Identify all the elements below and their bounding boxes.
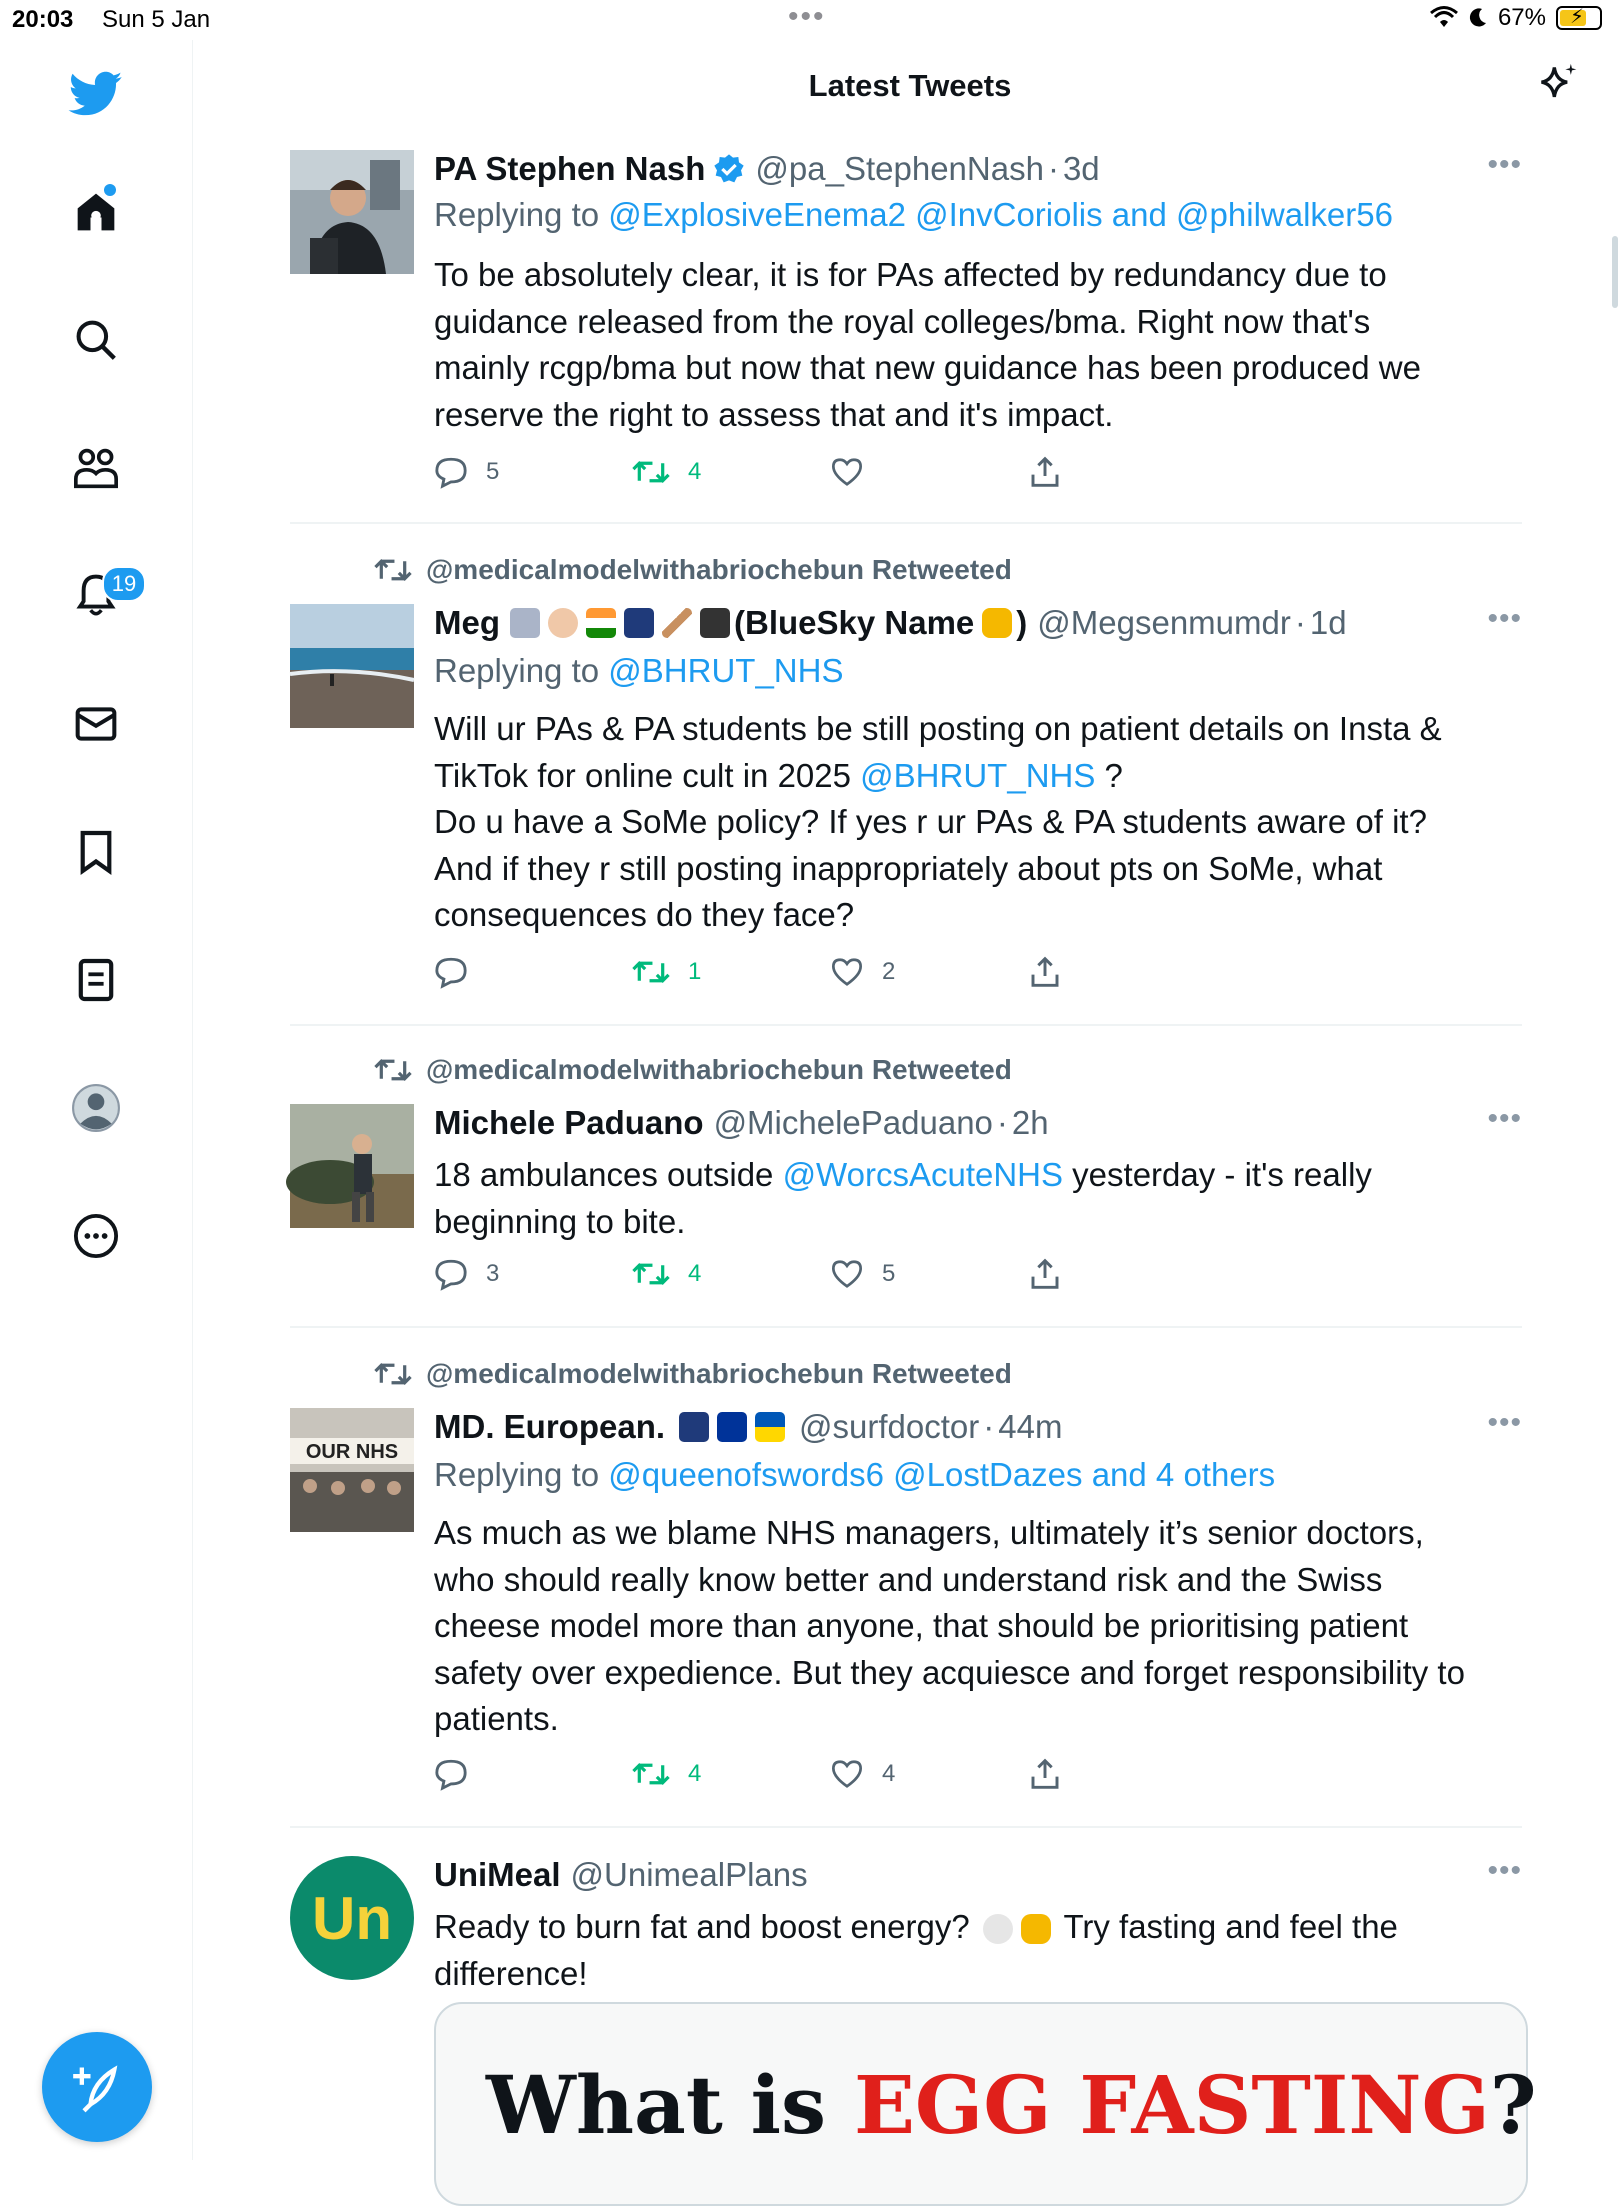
tweet-author-line: Meg (BlueSky Name ) @Megsenmumdr · 1d <box>434 604 1347 641</box>
tweet-author-line: MD. European. @surfdoctor · 44m <box>434 1408 1063 1445</box>
cricket-emoji-icon <box>662 608 692 638</box>
retweet-count: 1 <box>688 958 702 985</box>
tweet-text <box>434 1152 1524 1245</box>
author-name[interactable]: Meg <box>434 604 500 641</box>
retweet-icon <box>632 957 670 987</box>
status-time: 20:03 <box>12 6 74 33</box>
author-name[interactable]: Michele Paduano <box>434 1104 704 1141</box>
sidebar-item-messages[interactable] <box>64 692 128 756</box>
text-segment: TikTok for online cult in 2025 <box>434 756 861 794</box>
tweet-time[interactable]: 2h <box>1011 1104 1049 1141</box>
tweet-actions <box>434 452 1134 492</box>
avatar[interactable] <box>290 1856 414 1980</box>
moon-icon <box>1468 7 1488 29</box>
tweet-text-line <box>434 1152 1524 1199</box>
replying-to <box>434 652 843 690</box>
author-handle[interactable]: @UnimealPlans <box>570 1856 808 1893</box>
tweet-actions <box>434 1254 1134 1294</box>
headline-segment: ? <box>1489 2058 1537 2152</box>
tweet-text <box>434 1904 1524 1997</box>
heart-icon <box>830 957 864 987</box>
retweeted-by[interactable] <box>374 1054 1012 1086</box>
share-icon <box>1030 1258 1060 1290</box>
share-button[interactable] <box>1030 952 1060 992</box>
reply-icon <box>434 456 468 488</box>
author-handle[interactable]: @Megsenmumdr <box>1037 604 1291 641</box>
text-segment: ? <box>1095 756 1123 794</box>
envelope-icon <box>74 704 118 744</box>
wifi-icon <box>1430 7 1458 29</box>
communities-icon <box>72 446 120 490</box>
like-count: 5 <box>882 1260 896 1287</box>
tweet-text <box>434 1510 1524 1743</box>
replying-prefix: Replying to <box>434 652 600 689</box>
uk-flag-icon <box>679 1412 709 1442</box>
author-handle[interactable]: @pa_StephenNash <box>755 150 1044 187</box>
uk-flag-icon <box>624 608 654 638</box>
tweet-text-line: cheese model more than anyone, that should be prioritising patient <box>434 1607 1409 1644</box>
india-flag-icon <box>586 608 616 638</box>
battery-icon: ⚡ <box>1556 6 1602 30</box>
tweet[interactable] <box>290 150 1522 524</box>
reply-button[interactable] <box>434 952 486 992</box>
avatar[interactable] <box>290 150 414 274</box>
author-name-close[interactable]: ) <box>1016 604 1028 641</box>
tweet-text <box>434 252 1524 438</box>
tweet[interactable] <box>290 1352 1522 1828</box>
search-icon <box>74 318 118 362</box>
more-options-icon[interactable]: ••• <box>1487 602 1522 635</box>
sidebar-item-more[interactable] <box>64 1204 128 1268</box>
reply-count: 3 <box>486 1260 500 1287</box>
home-unread-dot <box>104 184 116 196</box>
replying-prefix: Replying to <box>434 1456 600 1493</box>
author-name[interactable]: PA Stephen Nash <box>434 150 706 187</box>
tweet[interactable] <box>290 548 1522 1026</box>
retweet-count: 4 <box>688 1260 702 1287</box>
like-button[interactable] <box>830 1754 895 1794</box>
replying-to <box>434 196 1393 234</box>
heart-icon <box>830 457 864 487</box>
share-button[interactable] <box>1030 452 1060 492</box>
avatar-logo-text: Un <box>312 1884 392 1952</box>
retweet-icon <box>632 1759 670 1789</box>
tweet-text-line: patients. <box>434 1700 559 1737</box>
replying-to <box>434 1456 1275 1494</box>
reply-count: 5 <box>486 458 500 485</box>
reply-icon <box>434 1258 468 1290</box>
tweet[interactable] <box>290 1048 1522 1328</box>
quill-plus-icon <box>71 2061 123 2113</box>
tweet-author-line <box>434 1856 808 1894</box>
tweet-actions <box>434 1754 1134 1794</box>
tweet-text-line: reserve the right to assess that and it's impact. <box>434 395 1114 433</box>
sidebar <box>0 40 193 2160</box>
tweet-text-line: guidance released from the royal colleges/bma. Right now that's <box>434 302 1371 340</box>
multitasking-dots-icon[interactable]: ••• <box>788 0 826 33</box>
like-count: 2 <box>882 958 896 985</box>
retweet-icon <box>374 1055 412 1085</box>
tweet-author-line: Michele Paduano @MichelePaduano · 2h <box>434 1104 1049 1141</box>
tweet-text-line: To be absolutely clear, it is for PAs affected by redundancy due to <box>434 256 1387 293</box>
home-icon <box>74 190 118 234</box>
tweet-time[interactable]: 3d <box>1062 150 1100 187</box>
sidebar-item-notifications[interactable] <box>64 564 137 628</box>
tweet-text-line: Do u have a SoMe policy? If yes r ur PAs & PA students aware of it? <box>434 803 1427 840</box>
family-emoji-icon <box>510 608 540 638</box>
retweet-icon <box>374 1359 412 1389</box>
sidebar-item-profile[interactable] <box>64 1076 128 1140</box>
status-date: Sun 5 Jan <box>102 6 211 33</box>
retweeted-by[interactable] <box>374 1358 1012 1390</box>
pointing-down-emoji-icon <box>982 608 1012 638</box>
woman-doctor-emoji-icon <box>548 608 578 638</box>
retweeted-by[interactable] <box>374 554 1012 586</box>
retweet-button[interactable] <box>632 1754 701 1794</box>
retweet-icon <box>374 555 412 585</box>
plate-emoji-icon <box>983 1914 1013 1944</box>
heart-icon <box>830 1259 864 1289</box>
reply-icon <box>434 1758 468 1790</box>
verified-badge-icon <box>713 153 745 185</box>
retweeted-by-label: @medicalmodelwithabriochebun Retweeted <box>426 1358 1012 1389</box>
tweet-text-line: mainly rcgp/bma but now that new guidance has been produced we <box>434 349 1421 386</box>
like-button[interactable] <box>830 952 895 992</box>
share-button[interactable] <box>1030 1254 1060 1294</box>
retweet-icon <box>632 457 670 487</box>
share-button[interactable] <box>1030 1754 1060 1794</box>
author-name[interactable]: UniMeal <box>434 1856 561 1893</box>
tweet-time[interactable]: 1d <box>1309 604 1347 641</box>
retweet-count: 4 <box>688 458 702 485</box>
battery-percent: 67% <box>1497 4 1546 31</box>
like-button[interactable] <box>830 452 882 492</box>
avatar[interactable] <box>290 1104 414 1228</box>
flexed-biceps-emoji-icon <box>1021 1914 1051 1944</box>
text-segment: Try fasting and feel the <box>1054 1908 1398 1945</box>
tweet-text-line: Will ur PAs & PA students be still posting on patient details on Insta & <box>434 710 1442 747</box>
reply-button[interactable] <box>434 1754 486 1794</box>
text-segment: Ready to burn fat and boost energy? <box>434 1908 979 1945</box>
more-options-icon[interactable]: ••• <box>1487 1406 1522 1439</box>
ad-headline <box>486 2058 1537 2152</box>
tweet-time[interactable]: 44m <box>998 1408 1063 1445</box>
more-options-icon[interactable]: ••• <box>1487 1102 1522 1135</box>
avatar[interactable] <box>290 604 414 728</box>
avatar-icon <box>71 1083 121 1133</box>
more-options-icon[interactable]: ••• <box>1487 1854 1522 1887</box>
reply-button[interactable] <box>434 1254 499 1294</box>
sidebar-item-search[interactable] <box>64 308 128 372</box>
ukraine-flag-icon <box>755 1412 785 1442</box>
tweet-text <box>434 706 1524 939</box>
replying-to-mentions[interactable]: @ExplosiveEnema2 @InvCoriolis and @philwalker56 <box>608 196 1393 233</box>
compose-tweet-button[interactable] <box>42 2032 152 2142</box>
author-handle[interactable]: @surfdoctor <box>799 1408 980 1445</box>
tweet-text-line: difference! <box>434 1954 588 1992</box>
list-icon <box>77 957 115 1003</box>
avatar[interactable] <box>290 1408 414 1532</box>
headline-segment: What is <box>486 2058 854 2152</box>
retweet-button[interactable] <box>632 452 701 492</box>
avatar-sign-text: OUR NHS <box>305 1441 399 1463</box>
twitter-logo-icon[interactable] <box>64 62 128 126</box>
retweet-icon <box>632 1259 670 1289</box>
sidebar-item-bookmarks[interactable] <box>64 820 128 884</box>
replying-prefix: Replying to <box>434 196 600 233</box>
retweeted-by-label: @medicalmodelwithabriochebun Retweeted <box>426 554 1012 585</box>
tweet-text-line <box>434 1904 1524 1951</box>
tweet-text-line: And if they r still posting inappropriately about pts on SoMe, what <box>434 849 1383 887</box>
reply-icon <box>434 956 468 988</box>
tweet-text-line: who should really know better and understand risk and the Swiss <box>434 1560 1383 1598</box>
scrollbar[interactable] <box>1612 236 1618 308</box>
share-icon <box>1030 956 1060 988</box>
notifications-badge: 19 <box>102 566 146 602</box>
tweet-text-line: safety over expedience. But they acquiesce and forget responsibility to <box>434 1653 1465 1691</box>
headline-segment: EGG FASTING <box>853 2058 1490 2152</box>
eu-flag-icon <box>717 1412 747 1442</box>
sidebar-item-lists[interactable] <box>64 948 128 1012</box>
tweet-actions <box>434 952 1134 992</box>
replying-to-mentions[interactable]: @queenofswords6 @LostDazes and 4 others <box>608 1456 1276 1493</box>
like-count: 4 <box>882 1760 896 1787</box>
tweet-author-line: PA Stephen Nash @pa_StephenNash · 3d <box>434 150 1100 187</box>
retweet-button[interactable] <box>632 1254 701 1294</box>
tweet-text-line: As much as we blame NHS managers, ultimately it’s senior doctors, <box>434 1514 1424 1551</box>
retweet-button[interactable] <box>632 952 701 992</box>
mention-link[interactable]: @WorcsAcuteNHS <box>782 1156 1064 1193</box>
more-options-icon[interactable]: ••• <box>1487 148 1522 181</box>
reply-button[interactable] <box>434 452 499 492</box>
status-bar <box>0 0 1620 40</box>
like-button[interactable] <box>830 1254 895 1294</box>
more-circle-icon <box>73 1213 119 1259</box>
author-name[interactable]: MD. European. <box>434 1408 666 1445</box>
mention-link[interactable]: @BHRUT_NHS <box>860 756 1096 794</box>
text-segment: 18 ambulances outside <box>434 1156 783 1193</box>
author-handle[interactable]: @MichelePaduano <box>713 1104 993 1141</box>
tweet-text-line: consequences do they face? <box>434 896 855 933</box>
page-title: Latest Tweets <box>808 68 1012 103</box>
tweet-text-line <box>434 753 1524 800</box>
movie-camera-emoji-icon <box>700 608 730 638</box>
bookmark-icon <box>77 829 115 875</box>
ad-media-card[interactable] <box>434 2002 1537 2206</box>
text-segment: yesterday - it's really <box>1063 1156 1372 1193</box>
sidebar-item-home[interactable] <box>64 180 128 244</box>
tweet-text-line: beginning to bite. <box>434 1202 686 1240</box>
share-icon <box>1030 1758 1060 1790</box>
author-name-suffix[interactable]: (BlueSky Name <box>734 604 975 641</box>
retweeted-by-label: @medicalmodelwithabriochebun Retweeted <box>426 1054 1012 1085</box>
sidebar-item-communities[interactable] <box>64 436 128 500</box>
heart-icon <box>830 1759 864 1789</box>
replying-to-mentions[interactable]: @BHRUT_NHS <box>608 652 844 689</box>
retweet-count: 4 <box>688 1760 702 1787</box>
sparkle-icon[interactable] <box>1536 62 1580 106</box>
tweet[interactable] <box>290 1852 1537 2172</box>
share-icon <box>1030 456 1060 488</box>
